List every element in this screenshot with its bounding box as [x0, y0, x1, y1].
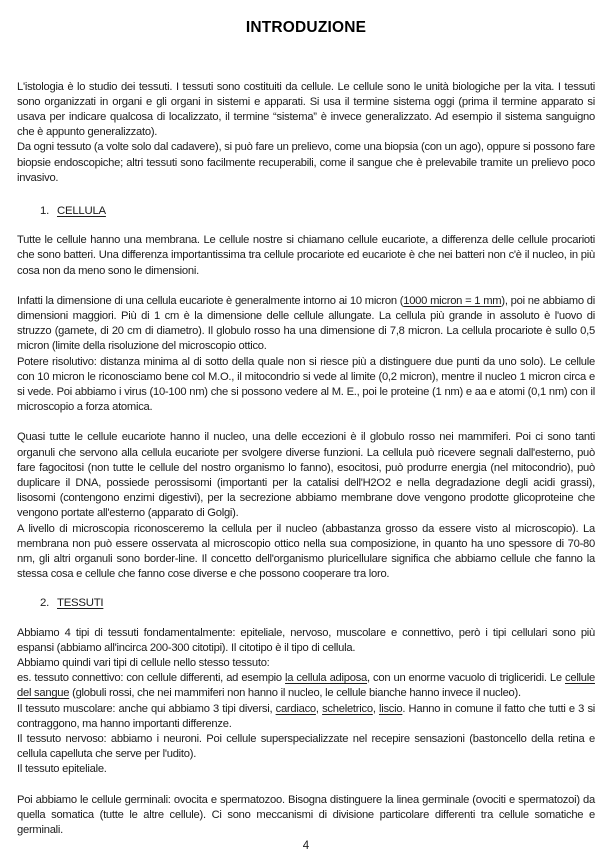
intro-paragraph-istologia: L'istologia è lo studio dei tessuti. I tessuti sono costituiti da cellule. Le cellule sono le unità biologiche per la vita. I tessuti sono organizzati in organi e gli organi in sistemi e apparati. Si usa il termine sistema oggi (prima il termine apparato si usava per indicare qualcosa di localizzato, il termine “sistema” è invece generalizzato. Ad esempio il sistema sanguigno che è appunto generalizzato).: [17, 80, 595, 139]
paragraph-tessuto-epiteliale: Il tessuto epiteliale.: [17, 763, 107, 776]
paragraph-cellule-germinali: Poi abbiamo le cellule germinali: ovocita e spermatozoo. Bisogna distinguere la linea germinale (ovociti e spermatozoi) da quella somatica (tutte le altre cellule). Ci sono meccanismi di divisione particolare differenti tra cellule somatiche e germinali.: [17, 793, 595, 837]
text-run-underlined: la cellula adiposa: [285, 672, 368, 685]
text-run: Il tessuto muscolare: anche qui abbiamo 3 tipi diversi,: [17, 702, 276, 715]
paragraph-organuli: Quasi tutte le cellule eucariote hanno il nucleo, una delle eccezioni è il globulo rosso nei mammiferi. Poi ci sono tanti organuli che servono alla cellula eucariote per svolgere diverse funzioni. La cellula può ricevere segnali dall'esterno, può fare fagocitosi (non tutte le cellule del nostro organismo lo fanno), esocitosi, può produrre energia (nel mitocondrio), può duplicare il DNA, possiede perossisomi (importanti per la catalisi dell'H2O2 e nella degradazione degli acidi grassi), lisosomi (contengono enzimi digestivi), per la secrezione abbiamo membrane dove vengono prodotte glicoproteine che vengono portate all'esterno (apparato di Golgi).: [17, 431, 595, 520]
page-title: INTRODUZIONE: [245, 19, 367, 36]
paragraph-tessuto-nervoso: Il tessuto nervoso: abbiamo i neuroni. Poi cellule superspecializzate nel recepire sensazioni (bastoncello della retina e cellula capelluta che serve per l'udito).: [17, 733, 595, 761]
text-run: (globuli rossi, che nei mammiferi non hanno il nucleo, le cellule bianche hanno invece il nucleo).: [69, 687, 521, 700]
text-run-underlined: cellule del sangue: [17, 672, 595, 700]
text-run: . Hanno in comune il fatto che tutti e 3 si contraggono, ma hanno importanti differenze.: [17, 702, 596, 730]
section-title: CELLULA: [57, 204, 106, 217]
text-run: ,: [315, 702, 323, 715]
paragraph-dimensioni: [17, 294, 595, 355]
text-run: ), poi ne abbiamo di dimensioni maggiori. Più di 1 cm è la dimensione delle cellule allungate. La cellula più grande in assoluto è l'uovo di struzzo (gamete, di 20 cm di diametro). Il globulo rosso ha una dimensione di 7,8 micron. La cellula procariote è sullo 0,5 micron (limite della risoluzione del microscopio ottico.: [17, 294, 595, 353]
text-run-underlined: scheletrico: [322, 702, 373, 715]
text-run: ,: [372, 702, 379, 715]
paragraph-tessuto-connettivo: [17, 671, 595, 701]
section-title: TESSUTI: [57, 597, 104, 610]
text-run-underlined: liscio: [378, 702, 403, 715]
page-number: 4: [302, 840, 310, 852]
text-run-underlined: 1000 micron = 1 mm: [403, 294, 502, 307]
section-heading-cellula: [17, 204, 595, 219]
document-body: [17, 80, 595, 839]
intro-paragraph-prelievo: Da ogni tessuto (a volte solo dal cadavere), si può fare un prelievo, come una biopsia (con un ago), oppure si possono fare biopsie endoscopiche; altri tessuti sono facilmente recuperabili, come il sangue che è prelevabile tramite un prelievo poco invasivo.: [17, 141, 595, 184]
paragraph-tessuto-muscolare: [17, 702, 595, 732]
section-number: 2.: [40, 597, 49, 610]
paragraph-potere-risolutivo: Potere risolutivo: distanza minima al di sotto della quale non si riesce più a distinguere due punti da uno solo). Le cellule con 10 micron le riconosciamo bene col M.O., il mitocondrio si vede al limite (0,2 micron), mentre il nucleo 1 micron circa e si vede. Poi abbiamo i virus (10-100 nm) che si possono vedere al M. E., poi le proteine (1 nm) e aa e atomi (0,1 nm) con il microscopio a forza atomica.: [17, 355, 595, 414]
section-number: 1.: [40, 204, 49, 217]
paragraph-tipi-tessuti: Abbiamo 4 tipi di tessuti fondamentalmente: epiteliale, nervoso, muscolare e connettivo, però i tipi cellulari sono più espansi (abbiamo all'incirca 200-300 citotipi). Il citotipo è il tipo di cellula.: [17, 626, 595, 654]
section-heading-tessuti: [17, 596, 595, 611]
text-run-underlined: cardiaco: [275, 702, 316, 715]
paragraph-microscopia: A livello di microscopia riconosceremo la cellula per il nucleo (abbastanza grosso da essere visto al microscopio). La membrana non può essere osservata al microscopio ottico nella sua composizione, in quanto ha uno spessore di 70-80 nm, gli altri organuli sono border-line. Il concetto dell'organismo pluricellulare significa che abbiamo cellule che fanno la stessa cosa e cellule che fanno cose diverse e che possono cooperare tra loro.: [17, 522, 595, 581]
paragraph-tipi-cellule: Abbiamo quindi vari tipi di cellule nello stesso tessuto:: [17, 657, 270, 669]
text-run: Infatti la dimensione di una cellula eucariote è generalmente intorno ai 10 micron (: [17, 294, 404, 307]
paragraph-membrana: Tutte le cellule hanno una membrana. Le cellule nostre si chiamano cellule eucariote, a differenza delle cellule procarioti che sono batteri. Una differenza importantissima tra cellule procariote ed eucariote è che nei batteri non c'è il nucleo, in più cosa non da meno sono le dimensioni.: [17, 234, 595, 277]
text-run: es. tessuto connettivo: con cellule differenti, ad esempio: [17, 672, 286, 685]
text-run: , con un enorme vacuolo di trigliceridi. Le: [367, 672, 565, 685]
